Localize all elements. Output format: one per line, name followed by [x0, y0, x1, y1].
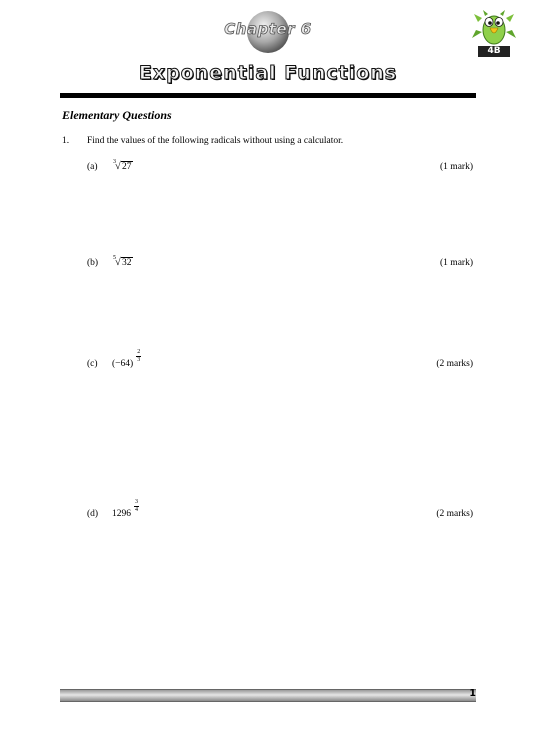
exponent-denominator: 3 [137, 357, 141, 363]
parrot-icon [472, 8, 516, 48]
part-a-expression [112, 159, 133, 172]
part-b-marks: (1 mark) [440, 258, 473, 268]
series-logo [472, 8, 516, 56]
fraction-exponent [134, 499, 139, 514]
fraction-exponent [136, 349, 141, 364]
part-a-marks: (1 mark) [440, 162, 473, 172]
power-base: 1296 [112, 509, 131, 519]
radicand: 27 [122, 162, 132, 172]
cube-root [112, 159, 133, 172]
chapter-badge [222, 10, 314, 54]
part-a-label: (a) [87, 162, 98, 172]
root-index: 5 [113, 255, 116, 261]
page-number: 1 [469, 688, 476, 699]
title-divider [60, 93, 476, 98]
exponent-numerator: 2 [137, 349, 141, 355]
radicand: 32 [122, 258, 132, 268]
part-d-label: (d) [87, 509, 99, 519]
section-heading: Elementary Questions [62, 108, 172, 122]
fifth-root [112, 255, 133, 268]
part-c-marks: (2 marks) [436, 359, 473, 369]
page-title: Exponential Functions [138, 62, 398, 84]
radical-sign-icon: √ [115, 161, 121, 172]
question-number: 1. [62, 136, 70, 146]
footer-bar [60, 689, 476, 702]
part-d-expression [112, 499, 139, 524]
exponent-denominator: 4 [135, 507, 138, 513]
question-text: Find the values of the following radicals without using a calculator. [87, 136, 344, 146]
exponent-numerator: 3 [135, 499, 138, 505]
part-b-label: (b) [87, 258, 99, 268]
power-base: (−64) [112, 359, 134, 369]
grade-badge: 4B [478, 46, 510, 57]
radical-sign-icon: √ [115, 257, 121, 268]
part-c-expression [112, 349, 141, 374]
part-b-expression [112, 255, 133, 268]
chapter-label: Chapter 6 [224, 20, 312, 38]
part-c-label: (c) [87, 359, 98, 369]
part-d-marks: (2 marks) [436, 509, 473, 519]
root-index: 3 [113, 159, 116, 165]
